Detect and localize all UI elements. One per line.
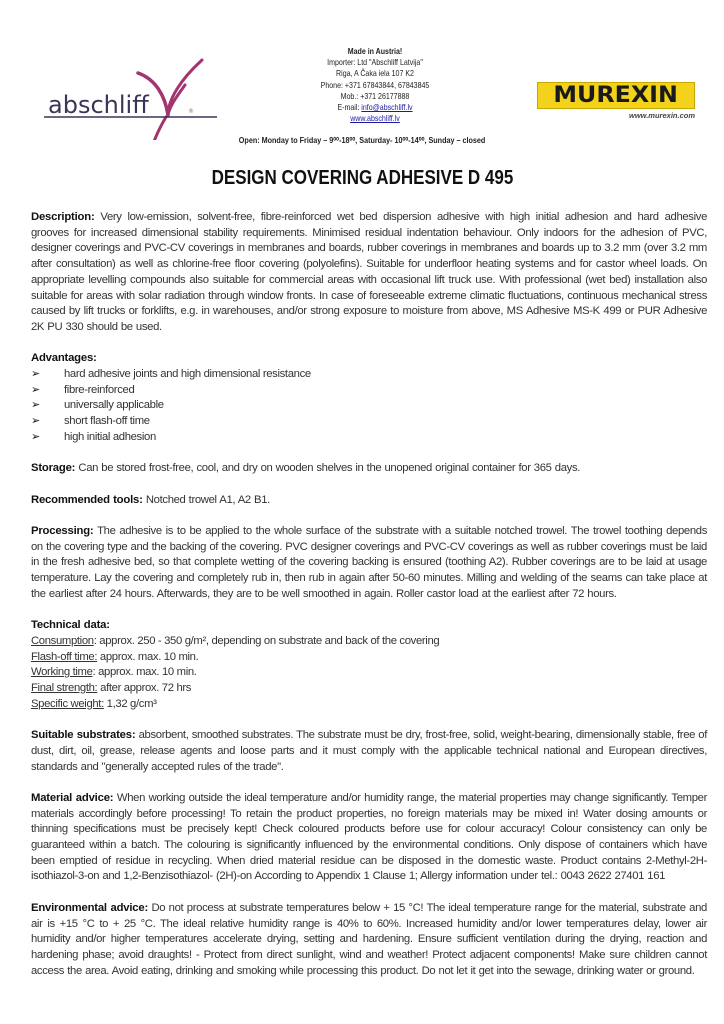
advantages-label: Advantages:: [31, 352, 97, 365]
tech-key: Consumption: [31, 634, 94, 647]
document-header: [0, 0, 724, 150]
processing-section: [31, 524, 707, 603]
environmental-advice-label: Environmental advice:: [31, 901, 149, 914]
tools-section: [31, 493, 707, 509]
abschliff-logo: [40, 55, 220, 140]
website-link[interactable]: www.abschliff.lv: [350, 114, 400, 124]
arrow-bullet-icon: ➢: [31, 430, 40, 443]
substrates-label: Suitable substrates:: [31, 729, 136, 742]
advantages-section: [31, 351, 707, 445]
tech-row: Working time: approx. max. 10 min.: [31, 666, 197, 679]
material-advice-text: When working outside the ideal temperature and/or humidity range, the material properties may change significantly. Temper materials accordingly before processing! To retain the product properties, no foreign materials may be mixed in! Water dosing amounts or thinning specifications must be precisely kept! Check coloured products before use for colour accuracy! Colour consistency can only be guaranteed within a batch. The colouring is significantly influenced by the environmental conditions. Only dispose of containers which have been emptied of residue in recycling. When dried material residue can be disposed in the domestic waste. Product contains 2-Methyl-2H-isothiazol-3-on and 1,2-Benzisothiazol- (2H)-on According to Appendix 1 Clause 1; Allergy information under tel.: 0043 2622 27401 161: [31, 791, 707, 883]
tools-label: Recommended tools:: [31, 493, 143, 506]
registered-mark-icon: ®: [188, 108, 194, 115]
tech-value: 1,32 g/cm³: [103, 697, 157, 710]
description-section: [31, 210, 707, 336]
technical-data-section: [31, 618, 707, 712]
email-label: E-mail:: [337, 103, 362, 113]
murexin-logo-text: MUREXIN: [553, 83, 679, 108]
arrow-bullet-icon: ➢: [31, 415, 40, 428]
abschliff-logo-graphic: [40, 55, 220, 140]
murexin-logo: [537, 82, 695, 124]
opening-hours-text: Open: Monday to Friday – 9⁰⁰-18⁰⁰, Saturday- 10⁰⁰-14⁰⁰, Sunday – closed: [238, 136, 486, 145]
abschliff-logo-text: abschliff: [48, 91, 149, 119]
murexin-url: www.murexin.com: [629, 111, 695, 120]
importer-mobile: Mob.: +371 26177888: [340, 91, 410, 101]
tools-text: Notched trowel A1, A2 B1.: [142, 493, 270, 506]
tech-value: approx. 250 - 350 g/m², depending on substrate and back of the covering: [96, 634, 440, 647]
advantages-list: [31, 367, 707, 446]
tech-key: Specific weight:: [31, 697, 104, 710]
list-item: ➢ hard adhesive joints and high dimensional resistance: [31, 367, 707, 383]
list-item: ➢ high initial adhesion: [31, 430, 707, 446]
tech-key: Working time: [31, 666, 93, 679]
substrates-text: absorbent, smoothed substrates. The substrate must be dry, frost-free, solid, weight-bearing, dimensionally stable, free of dust, dirt, oil, grease, release agents and loose parts and it must comply with the applicable technical national and European directives, standards and "generally accepted rules of the trade".: [31, 729, 707, 773]
arrow-bullet-icon: ➢: [31, 368, 40, 381]
tech-value: after approx. 72 hrs: [97, 682, 192, 695]
tech-row: [31, 650, 707, 666]
arrow-bullet-icon: ➢: [31, 399, 40, 412]
list-item: ➢ universally applicable: [31, 398, 707, 414]
email-link[interactable]: info@abschliff.lv: [361, 103, 413, 113]
document-title: [0, 167, 724, 190]
tech-value: approx. max. 10 min.: [97, 650, 199, 663]
technical-data-label: Technical data:: [31, 619, 110, 632]
murexin-logo-box: [537, 82, 695, 109]
substrates-section: [31, 728, 707, 775]
processing-text: The adhesive is to be applied to the whole surface of the substrate with a suitable notched trowel. The trowel toothing depends on the covering type and the backing of the covering. PVC designer coverings and PVC-CV coverings as well as rubber coverings must be laid in the fresh adhesive bed, so that complete wetting of the covering backing is ensured (toothing A2). Rubber coverings are to be laid at usage temperature. Lay the covering and completely rub in, then rub in again after 50-60 minutes. Milling and welding of the seams can take place at the earliest after 24 hours. Afterwards, they are to be well smoothed in again. Roller castor load at the earliest after 72 hours.: [31, 525, 707, 600]
arrow-bullet-icon: ➢: [31, 383, 40, 396]
storage-section: [31, 461, 707, 477]
tech-row: [31, 697, 707, 713]
tech-key: Final strength:: [31, 682, 98, 695]
importer-phone: Phone: +371 67843844, 67843845: [320, 80, 430, 90]
made-in-label: Made in Austria!: [347, 47, 403, 56]
material-advice-label: Material advice:: [31, 791, 114, 804]
processing-label: Processing:: [31, 525, 94, 537]
importer-address: Riga, A Čaka iela 107 K2: [336, 69, 414, 79]
document-title-text: DESIGN COVERING ADHESIVE D 495: [211, 167, 513, 189]
environmental-advice-section: [31, 901, 707, 980]
document-body: [31, 210, 707, 979]
list-item: ➢ short flash-off time: [31, 414, 707, 430]
tech-key: Flash-off time:: [31, 650, 98, 663]
importer-email-line: [268, 102, 483, 113]
tech-row: [31, 681, 707, 697]
tech-value: approx. max. 10 min.: [95, 666, 197, 679]
description-label: Description:: [31, 211, 95, 223]
description-text: Very low-emission, solvent-free, fibre-reinforced wet bed dispersion adhesive with high initial adhesion and hard adhesive grooves for increased dimensional stability requirements. Minimised residual indentation behaviour. Only indoors for the adhesion of PVC, designer coverings and PVC-CV coverings in membranes and boards, rubber coverings in membranes and boards up to 3.2 mm (over 3.2 mm after consultation) as well as chlorine-free floor covering (polyolefins). Suitable for underfloor heating systems and for castor wheel loads. On appropriate levelling compounds also suitable for commercial areas with occasional lift truck use. With professional (wet bed) installation also suitable for areas with solar radiation through window fronts. In case of foreseeable extreme climatic fluctuations, continuous mechanical stress caused by lift trucks or forklifts, e.g. in warehouses, and/or strong exposure to moisture from above, MS Adhesive MS-K 499 or PUR Adhesive 2K PU 330 should be used.: [31, 211, 707, 333]
environmental-advice-text: Do not process at substrate temperatures below + 15 °C! The ideal temperature range for the material, substrate and air is +15 °C to + 25 °C. The ideal relative humidity range is 40% to 60%. Increased humidity and/or lower temperatures delay, lower air humidity and/or higher temperatures accelerate drying, setting and hardening. Ensure sufficient ventilation during the drying, reaction and hardening phase; avoid draughts! - Protect from direct sunlight, wind and weather! Protect adjacent components! Make sure children cannot access the area. Avoid eating, drinking and smoking while processing this product. Do not let it get into the sewage, drinking water or ground.: [31, 901, 707, 977]
opening-hours: [0, 135, 724, 145]
material-advice-section: [31, 791, 707, 885]
importer-name: Importer: Ltd "Abschliff Latvija": [327, 58, 423, 68]
storage-text: Can be stored frost-free, cool, and dry on wooden shelves in the unopened original container for 365 days.: [75, 462, 581, 475]
importer-contact-block: [268, 46, 483, 124]
tech-row: Consumption: approx. 250 - 350 g/m², depending on substrate and back of the covering: [31, 634, 440, 647]
list-item: ➢ fibre-reinforced: [31, 383, 707, 399]
storage-label: Storage:: [31, 462, 76, 475]
